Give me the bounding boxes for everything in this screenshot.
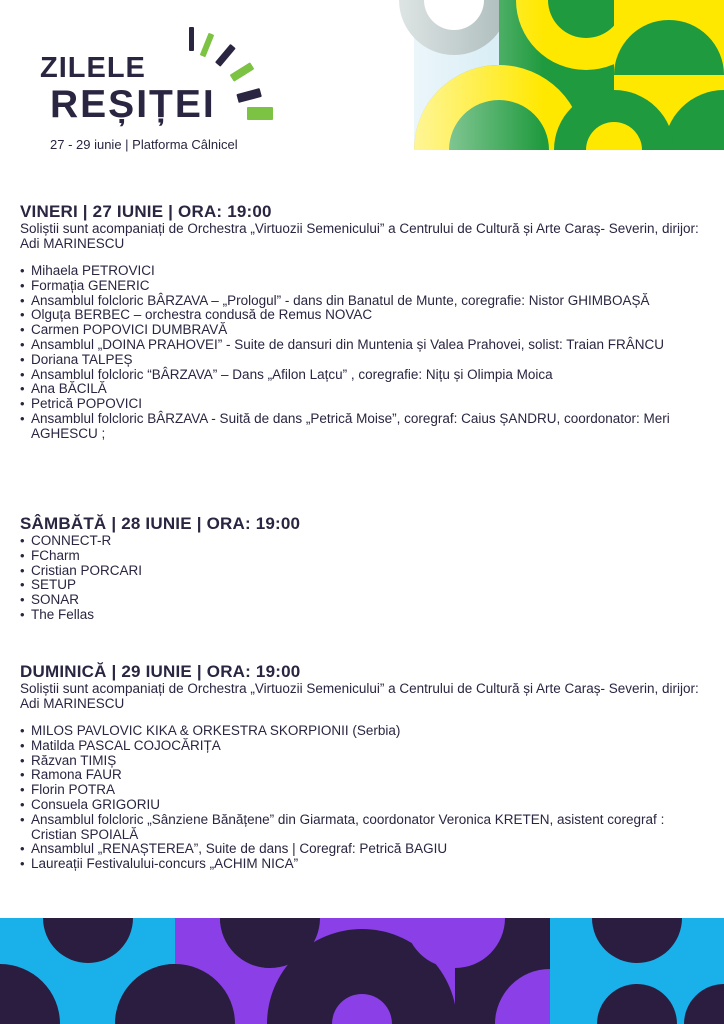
list-item: • Ansamblul „DOINA PRAHOVEI” - Suite de dansuri din Muntenia și Valea Prahovei, solist: Traian FRÂNCU xyxy=(20,338,710,353)
bottom-decorative-pattern xyxy=(0,918,724,1024)
top-decorative-pattern xyxy=(324,0,724,150)
performer-list xyxy=(20,264,710,442)
section-sunday xyxy=(20,662,710,872)
list-item: • SETUP xyxy=(20,578,710,593)
section-note: Soliștii sunt acompaniați de Orchestra „Virtuozii Semenicului” a Centrului de Cultură și Arte Caraș- Severin, dirijor: Adi MARINESCU xyxy=(20,681,699,711)
performer-list xyxy=(20,534,710,623)
list-item: • FCharm xyxy=(20,549,710,564)
list-item: • Ansamblul „RENAȘTEREA”, Suite de dans | Coregraf: Petrică BAGIU xyxy=(20,842,710,857)
section-heading: VINERI | 27 IUNIE | ORA: 19:00 xyxy=(20,202,272,221)
list-item: • Ansamblul folcloric “BÂRZAVA” – Dans „Afilon Lațcu” , coregrafie: Nițu și Olimpia Moica xyxy=(20,368,710,383)
list-item: • CONNECT-R xyxy=(20,534,710,549)
list-item: • Ramona FAUR xyxy=(20,768,710,783)
list-item: • SONAR xyxy=(20,593,710,608)
section-heading: SÂMBĂTĂ | 28 IUNIE | ORA: 19:00 xyxy=(20,514,301,533)
list-item: • Ansamblul folcloric BÂRZAVA - Suită de dans „Petrică Moise”, coregraf: Caius ȘANDRU, coordonator: Meri AGHESCU ; xyxy=(20,412,710,442)
list-item: • Laureații Festivalului-concurs „ACHIM NICA” xyxy=(20,857,710,872)
section-friday xyxy=(20,202,710,442)
sunburst-logo-icon xyxy=(185,25,280,130)
list-item: • Mihaela PETROVICI xyxy=(20,264,710,279)
list-item: • Olguța BERBEC – orchestra condusă de Remus NOVAC xyxy=(20,308,710,323)
logo-subtitle: 27 - 29 iunie | Platforma Câlnicel xyxy=(50,137,238,152)
logo-title-line1: ZILELE xyxy=(40,52,146,84)
list-item: • Ansamblul folcloric „Sânziene Bănățene” din Giarmata, coordonator Veronica KRETEN, asistent coregraf : Cristian SPOIALĂ xyxy=(20,813,710,843)
section-note: Soliștii sunt acompaniați de Orchestra „Virtuozii Semenicului” a Centrului de Cultură și Arte Caraș- Severin, dirijor: Adi MARINESCU xyxy=(20,221,699,251)
list-item: • Petrică POPOVICI xyxy=(20,397,710,412)
list-item: • Carmen POPOVICI DUMBRAVĂ xyxy=(20,323,710,338)
list-item: • Doriana TALPEȘ xyxy=(20,353,710,368)
performer-list xyxy=(20,724,710,872)
list-item: • Cristian PORCARI xyxy=(20,564,710,579)
section-heading: DUMINICĂ | 29 IUNIE | ORA: 19:00 xyxy=(20,662,301,681)
logo-title-line2: REȘIȚEI xyxy=(50,83,216,126)
list-item: • Formația GENERIC xyxy=(20,279,710,294)
list-item: • Răzvan TIMIȘ xyxy=(20,754,710,769)
header xyxy=(0,0,724,160)
list-item: • MILOS PAVLOVIC KIKA & ORKESTRA SKORPIONII (Serbia) xyxy=(20,724,710,739)
list-item: • Matilda PASCAL COJOCĂRIȚA xyxy=(20,739,710,754)
list-item: • The Fellas xyxy=(20,608,710,623)
list-item: • Consuela GRIGORIU xyxy=(20,798,710,813)
list-item: • Florin POTRA xyxy=(20,783,710,798)
section-saturday xyxy=(20,514,710,623)
list-item: • Ana BĂCILĂ xyxy=(20,382,710,397)
list-item: • Ansamblul folcloric BÂRZAVA – „Prologul” - dans din Banatul de Munte, coregrafie: Nistor GHIMBOAȘĂ xyxy=(20,294,710,309)
